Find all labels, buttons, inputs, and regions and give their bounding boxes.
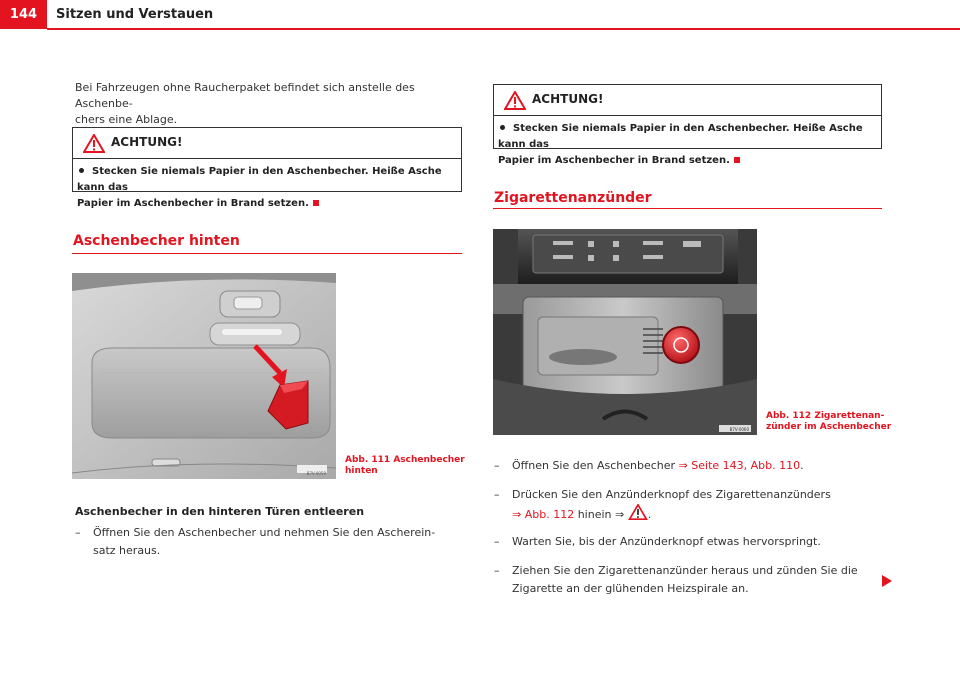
end-square-icon xyxy=(313,200,319,206)
step-dash: – xyxy=(75,526,81,539)
step-right-3 xyxy=(494,533,884,551)
warning-line-1: Stecken Sie niemals Papier in den Aschenbecher. Heiße Asche kann das xyxy=(498,123,863,150)
header-rule xyxy=(47,28,960,30)
step-dash: – xyxy=(494,488,500,501)
warning-header xyxy=(73,128,461,159)
step-line-2 xyxy=(512,504,884,524)
subheading-emptying: Aschenbecher in den hinteren Türen entleeren xyxy=(75,505,365,518)
section-heading-zigarettenanzuender: Zigarettenanzünder xyxy=(494,190,652,206)
page-title: Sitzen und Verstauen xyxy=(56,7,214,22)
step-end: . xyxy=(800,459,804,472)
ref-arrow-icon: ⇒ xyxy=(678,459,688,472)
ref-arrow-icon: ⇒ xyxy=(512,508,522,521)
page-reference-link[interactable]: Seite 143, Abb. 110 xyxy=(691,459,801,472)
step-end: . xyxy=(647,508,652,521)
figure-code: B7V-0059 xyxy=(306,471,326,476)
warning-label: ACHTUNG! xyxy=(532,92,604,106)
step-dash: – xyxy=(494,459,500,472)
warning-body xyxy=(494,116,881,169)
bullet-icon xyxy=(79,168,84,173)
caption-line-1: Abb. 111 Aschenbecher xyxy=(345,455,465,465)
step-line-1: Ziehen Sie den Zigarettenanzünder heraus und zünden Sie die xyxy=(512,564,858,577)
heading-rule xyxy=(72,253,462,254)
warning-header xyxy=(494,85,881,116)
step-text: Warten Sie, bis der Anzünderknopf etwas hervorspringt. xyxy=(512,535,821,548)
figure-caption-112 xyxy=(766,411,891,433)
step-right-2 xyxy=(494,486,884,524)
warning-label: ACHTUNG! xyxy=(111,135,183,149)
heading-rule xyxy=(493,208,882,209)
caption-line-1: Abb. 112 Zigarettenan- xyxy=(766,411,885,421)
step-mid-text: hinein ⇒ xyxy=(574,508,628,521)
section-heading-aschenbecher: Aschenbecher hinten xyxy=(73,233,240,249)
step-text: Öffnen Sie den Aschenbecher xyxy=(512,459,679,472)
step-dash: – xyxy=(494,535,500,548)
intro-line-1: Bei Fahrzeugen ohne Raucherpaket befindet sich anstelle des Aschenbe- xyxy=(75,81,415,110)
console-illustration xyxy=(493,229,757,435)
intro-paragraph xyxy=(75,80,465,128)
figure-code: B7V-0060 xyxy=(729,427,749,432)
figure-cigarette-lighter xyxy=(493,229,757,435)
step-line-1: Öffnen Sie den Aschenbecher und nehmen Sie den Ascherein- xyxy=(93,526,436,539)
figure-rear-ashtray xyxy=(72,273,336,479)
warning-box-left xyxy=(72,127,462,209)
warning-line-2: Papier im Aschenbecher in Brand setzen. xyxy=(77,198,309,209)
step-line-2: Zigarette an der glühenden Heizspirale an. xyxy=(512,582,749,595)
warning-body xyxy=(73,159,461,212)
warning-line-2: Papier im Aschenbecher in Brand setzen. xyxy=(498,155,730,166)
step-left-1 xyxy=(75,524,465,560)
caption-line-2: zünder im Aschenbecher xyxy=(766,422,892,432)
caption-line-2: hinten xyxy=(345,466,378,476)
warning-box-right xyxy=(493,84,882,166)
step-dash: – xyxy=(494,564,500,577)
step-right-4 xyxy=(494,562,884,598)
end-square-icon xyxy=(734,157,740,163)
step-line xyxy=(512,457,884,475)
continue-arrow-icon xyxy=(882,575,892,587)
door-panel-illustration xyxy=(72,273,336,479)
warning-triangle-icon xyxy=(504,91,526,110)
page-number: 144 xyxy=(0,0,47,29)
figure-reference-link[interactable]: Abb. 112 xyxy=(524,508,575,521)
bullet-icon xyxy=(500,125,505,130)
step-line-1: Drücken Sie den Anzünderknopf des Zigarettenanzünders xyxy=(512,488,831,501)
step-right-1 xyxy=(494,457,884,475)
figure-caption-111 xyxy=(345,455,465,477)
warning-triangle-icon xyxy=(83,134,105,153)
warning-triangle-icon xyxy=(628,504,648,520)
warning-line-1: Stecken Sie niemals Papier in den Aschenbecher. Heiße Asche kann das xyxy=(77,166,442,193)
intro-line-2: chers eine Ablage. xyxy=(75,113,178,126)
step-line-2: satz heraus. xyxy=(93,544,161,557)
